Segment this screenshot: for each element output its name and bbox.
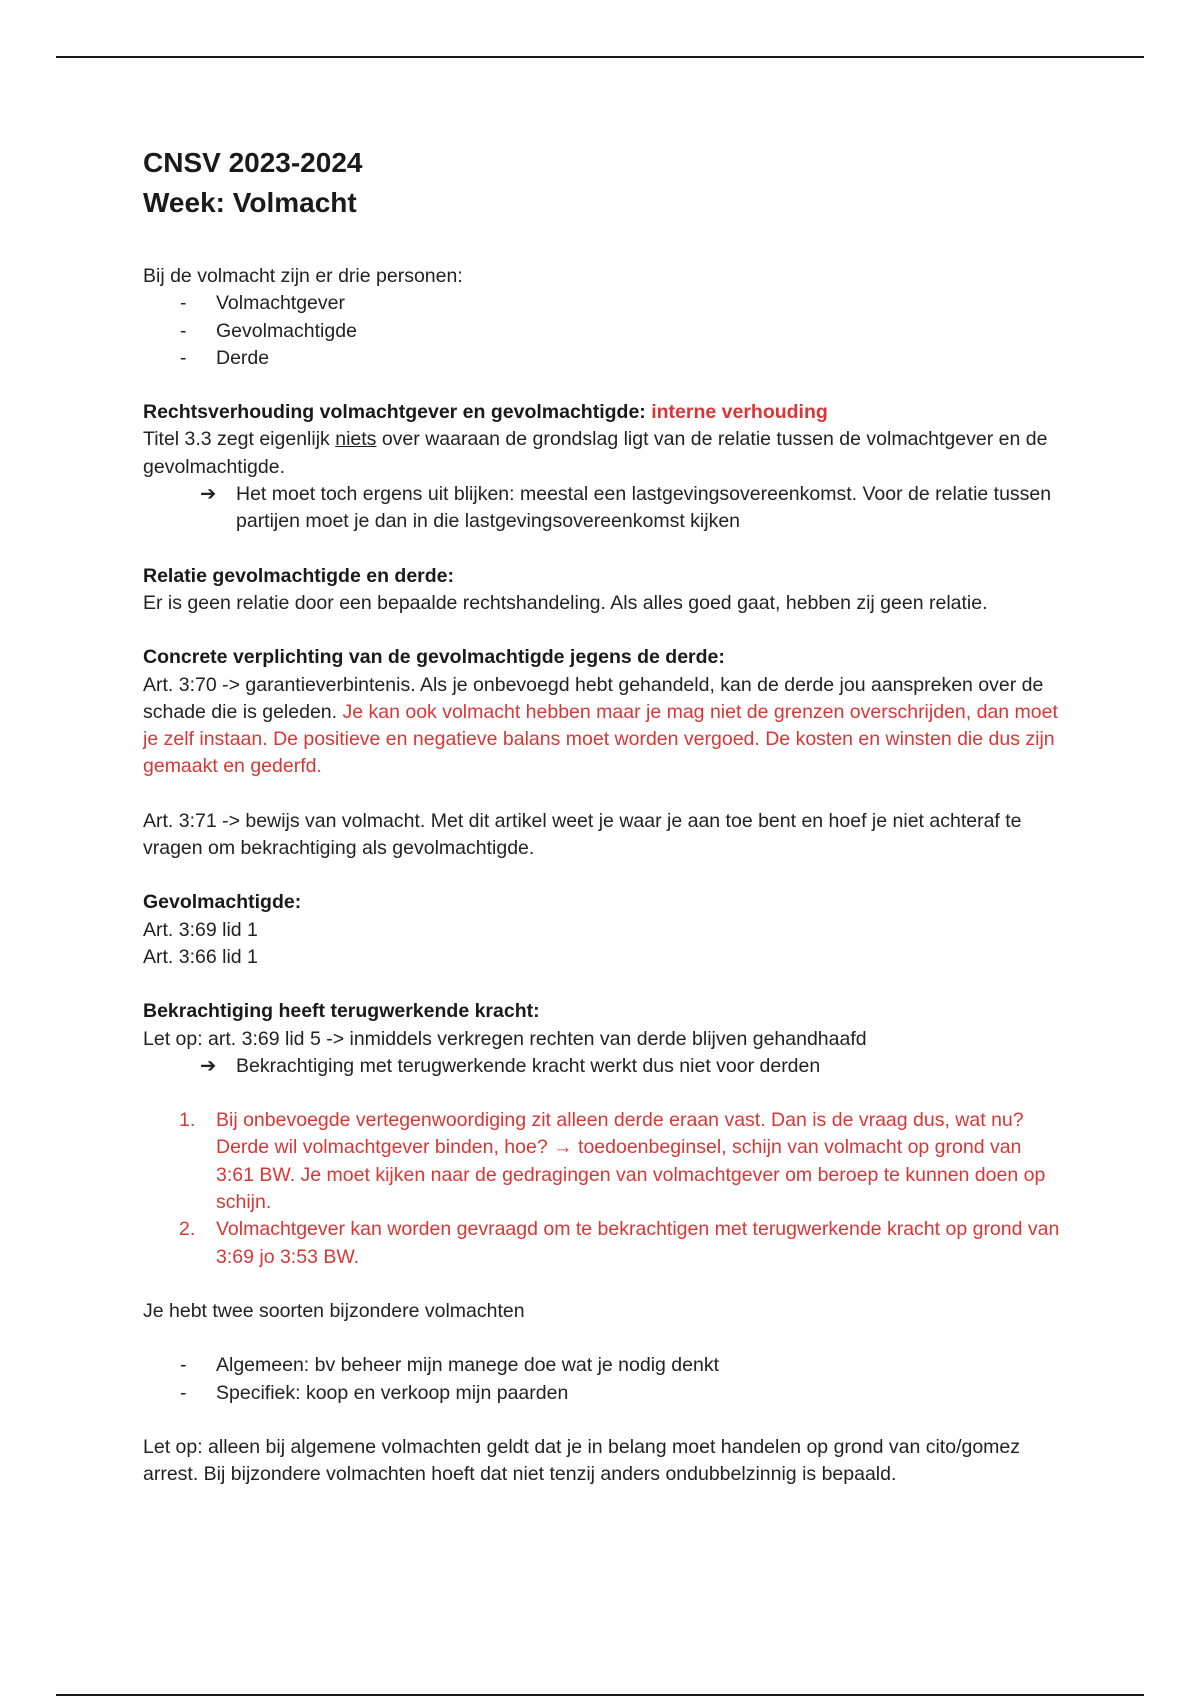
paragraph: Titel 3.3 zegt eigenlijk niets over waaraan de grondslag ligt van de relatie tussen de volmachtgever en de gevolmachtigde. [143, 428, 1048, 478]
dash-bullet: - [180, 319, 187, 342]
paragraph: Er is geen relatie door een bepaalde rechtshandeling. Als alles goed gaat, hebben zij geen relatie. [143, 591, 988, 614]
arrow-bullet-icon: ➔ [200, 1054, 217, 1077]
list-item: - Algemeen: bv beheer mijn manege doe wat je nodig denkt [143, 1352, 1063, 1379]
underlined-word: niets [335, 428, 377, 451]
paragraph: Let op: alleen bij algemene volmachten geldt dat je in belang moet handelen op grond van cito/gomez arrest. Bij bijzondere volmachten hoeft dat niet tenzij anders ondubbelzinnig is bepaald. [143, 1435, 1021, 1486]
list-item: - Specifiek: koop en verkoop mijn paarden [143, 1380, 1063, 1407]
list-item: - Derde [143, 345, 1063, 372]
paragraph: Let op: art. 3:69 lid 5 -> inmiddels verkregen rechten van derde blijven gehandhaafd [143, 1027, 867, 1050]
highlight-text: Je kan ook volmacht hebben maar je mag niet de grenzen overschrijden, dan moet je zelf instaan. De positieve en negatieve balans moet worden vergoed. De kosten en winsten die dus zijn gemaakt en gederfd. [143, 700, 1058, 778]
document-title [143, 143, 1063, 223]
section-heading: Bekrachtiging heeft terugwerkende kracht: [143, 1000, 540, 1023]
numbered-item: 1. Bij onbevoegde vertegenwoordiging zit alleen derde eraan vast. Dan is de vraag dus, wat nu? Derde wil volmachtgever binden, hoe? → toedoenbeginsel, schijn van volmacht op grond van 3:61 BW. Je moet kijken naar de gedragingen van volmachtgever om beroep te kunnen doen op schijn. [179, 1109, 1046, 1214]
bottom-rule [56, 1694, 1144, 1696]
dash-bullet: - [180, 1354, 187, 1377]
top-rule [56, 56, 1144, 58]
dash-bullet: - [180, 292, 187, 315]
arrow-bullet-icon: ➔ [200, 483, 217, 506]
dash-bullet: - [180, 1381, 187, 1404]
highlight-text: interne verhouding [651, 401, 828, 424]
document-body [143, 143, 1063, 1488]
article-line: Art. 3:66 lid 1 [143, 945, 258, 968]
arrow-item: ➔ Het moet toch ergens uit blijken: meestal een lastgevingsovereenkomst. Voor de relatie tussen partijen moet je dan in die lastgevingsovereenkomst kijken [200, 483, 1052, 533]
paragraph: Art. 3:70 -> garantieverbintenis. Als je onbevoegd hebt gehandeld, kan de derde jou aanspreken over de schade die is geleden. Je kan ook volmacht hebben maar je mag niet de grenzen overschrijden, dan moet je zelf instaan. De positieve en negatieve balans moet worden vergoed. De kosten en winsten die dus zijn gemaakt en gederfd. [143, 673, 1058, 778]
numbered-item: 2. Volmachtgever kan worden gevraagd om te bekrachtigen met terugwerkende kracht op grond van 3:69 jo 3:53 BW. [179, 1218, 1060, 1268]
title-line-1: CNSV 2023-2024 [143, 147, 363, 178]
paragraph: Art. 3:71 -> bewijs van volmacht. Met dit artikel weet je waar je aan toe bent en hoef je niet achteraf te vragen om bekrachtiging als gevolmachtigde. [143, 809, 1022, 860]
list-item: - Volmachtgever [143, 290, 1063, 317]
section-heading: Gevolmachtigde: [143, 891, 302, 914]
article-line: Art. 3:69 lid 1 [143, 918, 258, 941]
list-item: - Gevolmachtigde [143, 318, 1063, 345]
paragraph: Je hebt twee soorten bijzondere volmachten [143, 1299, 525, 1322]
section-heading: Relatie gevolmachtigde en derde: [143, 564, 455, 587]
right-arrow-icon: → [553, 1136, 573, 1159]
title-line-2: Week: Volmacht [143, 187, 357, 218]
arrow-item: ➔ Bekrachtiging met terugwerkende kracht werkt dus niet voor derden [143, 1053, 1063, 1080]
intro-text: Bij de volmacht zijn er drie personen: [143, 265, 463, 287]
dash-bullet: - [180, 346, 187, 369]
section-heading: Rechtsverhouding volmachtgever en gevolmachtigde: interne verhouding [143, 401, 828, 424]
section-heading: Concrete verplichting van de gevolmachtigde jegens de derde: [143, 646, 725, 669]
